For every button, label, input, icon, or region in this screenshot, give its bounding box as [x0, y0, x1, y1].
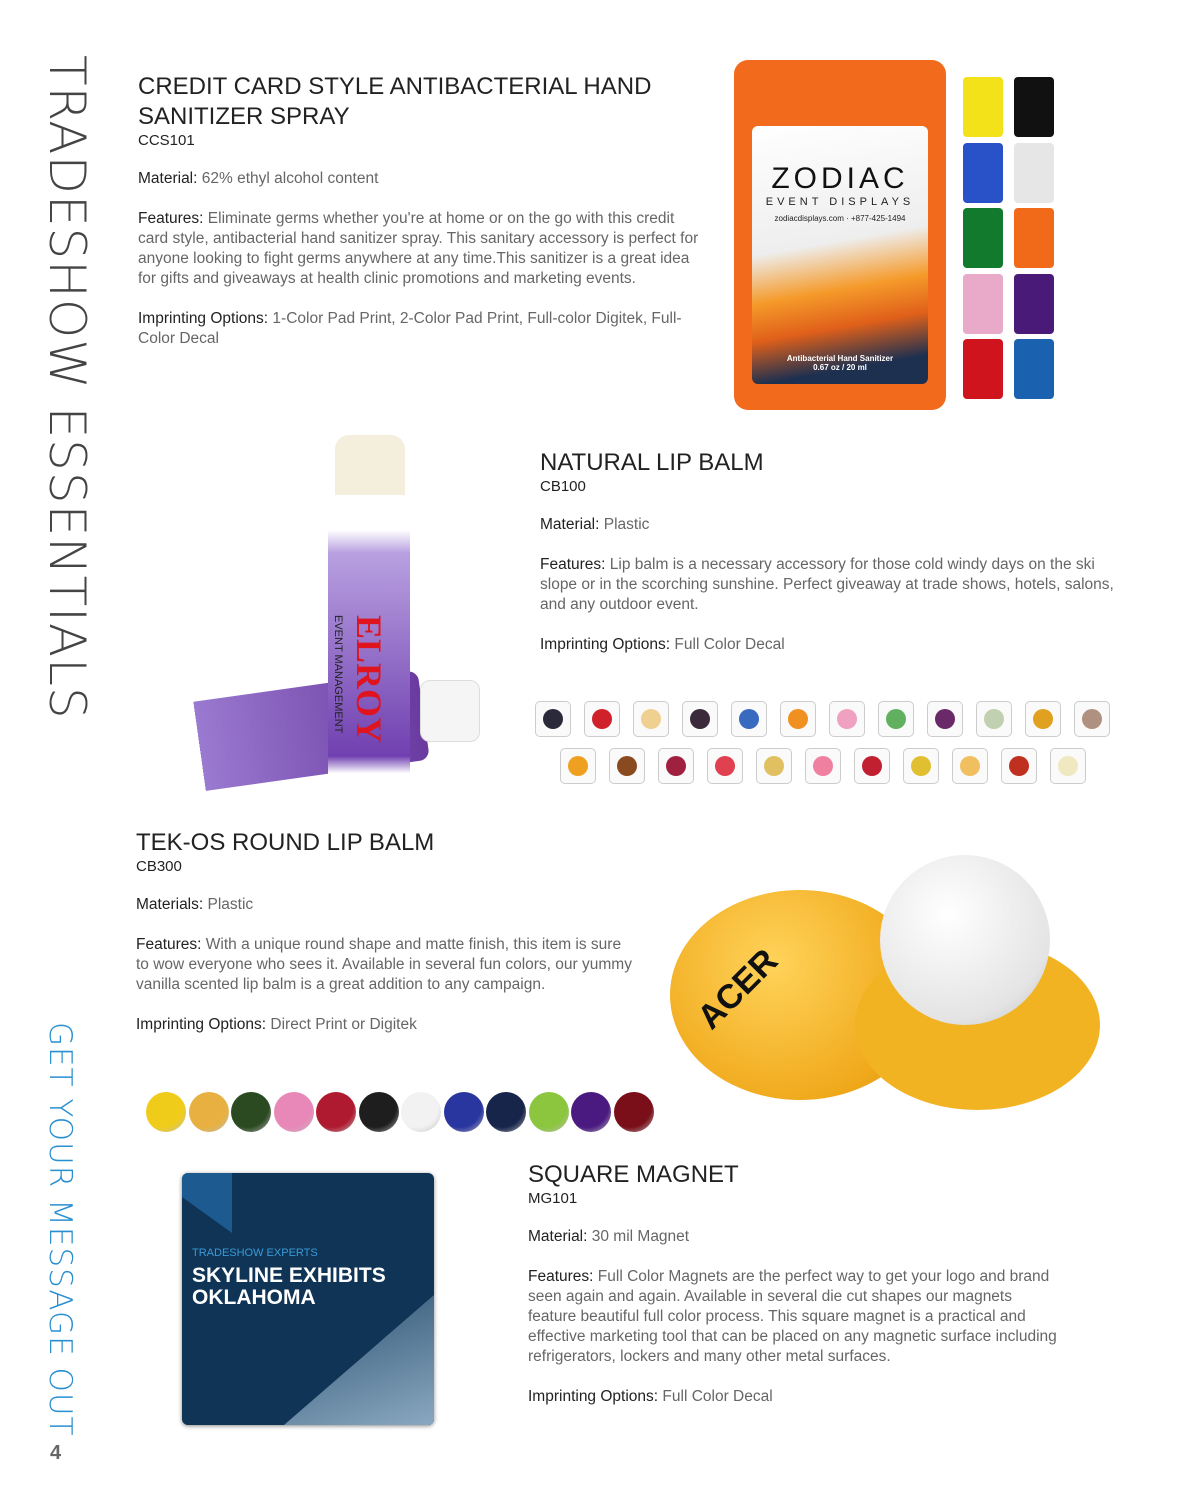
flavor-icon [829, 701, 865, 737]
color-swatch [963, 208, 1003, 268]
lip-balm-image [130, 435, 510, 790]
imprint-options: Full Color Decal [674, 636, 785, 653]
label: Material: [138, 170, 198, 187]
magnet-line2: OKLAHOMA [192, 1286, 316, 1309]
imprint-options: 1-Color Pad Print, 2-Color Pad Print, Full-color Digitek, Full-Color Decal [138, 310, 682, 347]
flavor-icon [658, 748, 694, 784]
label: Features: [528, 1268, 594, 1285]
material: Plastic [207, 896, 254, 913]
material: 30 mil Magnet [591, 1228, 690, 1245]
flavor-row [560, 748, 1099, 784]
product-title: SQUARE MAGNET [528, 1161, 739, 1188]
magnet-image [182, 1173, 434, 1425]
flavor-icon [1050, 748, 1086, 784]
color-swatch [1014, 274, 1054, 334]
flavor-icon [1074, 701, 1110, 737]
product-title: CREDIT CARD STYLE ANTIBACTERIAL HAND SANITIZER SPRAY [138, 73, 652, 130]
label: Imprinting Options: [138, 310, 269, 327]
logo-text: ELROY [349, 615, 389, 744]
label: Material: [540, 516, 600, 533]
label: Features: [138, 210, 204, 227]
label: Imprinting Options: [528, 1388, 659, 1405]
color-swatch [274, 1092, 314, 1132]
tagline: GET YOUR MESSAGE OUT [42, 1022, 78, 1437]
flavor-icon [805, 748, 841, 784]
material: Plastic [603, 516, 650, 533]
flavor-icon [878, 701, 914, 737]
color-swatch [571, 1092, 611, 1132]
color-swatch [963, 77, 1003, 137]
color-swatch [231, 1092, 271, 1132]
sanitizer-image [734, 60, 946, 410]
label: Imprinting Options: [136, 1016, 267, 1033]
flavor-icon [633, 701, 669, 737]
flavor-icon [903, 748, 939, 784]
logo-sub: EVENT MANAGEMENT [332, 615, 344, 734]
round-lip-balm-image [670, 850, 1100, 1110]
product-hand-sanitizer [138, 72, 708, 369]
color-swatch [963, 339, 1003, 399]
product-code: CCS101 [138, 132, 195, 149]
color-swatch [189, 1092, 229, 1132]
flavor-row [535, 701, 1123, 737]
imprint-options: Direct Print or Digitek [270, 1016, 417, 1033]
color-swatch [614, 1092, 654, 1132]
flavor-icon [1001, 748, 1037, 784]
flavor-icon [707, 748, 743, 784]
product-title: NATURAL LIP BALM [540, 449, 764, 476]
color-swatch [444, 1092, 484, 1132]
magnet-kicker: TRADESHOW EXPERTS [192, 1247, 318, 1259]
flavor-icon [560, 748, 596, 784]
flavor-icon [1025, 701, 1061, 737]
flavor-icon [682, 701, 718, 737]
label-text: Antibacterial Hand Sanitizer [786, 354, 894, 363]
flavor-icon [535, 701, 571, 737]
product-code: MG101 [528, 1190, 578, 1207]
product-square-magnet [528, 1160, 1058, 1427]
color-swatch [401, 1092, 441, 1132]
flavor-icon [609, 748, 645, 784]
color-swatch [486, 1092, 526, 1132]
logo-sub: EVENT DISPLAYS [765, 196, 915, 208]
page-number: 4 [50, 1442, 62, 1464]
product-round-lip-balm [136, 828, 636, 1055]
product-natural-lip-balm [540, 448, 1130, 675]
logo-text: ACER [690, 941, 786, 1037]
flavor-icon [756, 748, 792, 784]
label: Material: [528, 1228, 588, 1245]
color-swatch [529, 1092, 569, 1132]
section-title: TRADESHOW ESSENTIALS [38, 55, 96, 720]
label: Imprinting Options: [540, 636, 671, 653]
flavor-icon [976, 701, 1012, 737]
product-code: CB100 [540, 478, 586, 495]
flavor-icon [584, 701, 620, 737]
logo-text: ZODIAC [771, 162, 909, 195]
label: Features: [136, 936, 202, 953]
color-swatch [963, 143, 1003, 203]
color-swatch [1014, 208, 1054, 268]
label: Materials: [136, 896, 204, 913]
size-text: 0.67 oz / 20 ml [813, 363, 867, 372]
magnet-line1: SKYLINE EXHIBITS [192, 1264, 386, 1287]
round-lip-balm-color-options [146, 1092, 656, 1137]
features: Lip balm is a necessary accessory for those cold windy days on the ski slope or in the scorching sunshine. Perfect giveaway at trade shows, hotels, salons, and any outdoor event. [540, 556, 1114, 613]
flavor-icon [731, 701, 767, 737]
flavor-icon [854, 748, 890, 784]
flavor-icon [927, 701, 963, 737]
flavor-icon [952, 748, 988, 784]
color-swatch [963, 274, 1003, 334]
product-code: CB300 [136, 858, 182, 875]
color-swatch [316, 1092, 356, 1132]
features: Eliminate germs whether you're at home or on the go with this credit card style, antibacterial hand sanitizer spray. This sanitary accessory is perfect for anyone looking to fight germs anywhere at any time.This sanitizer is a great idea for gifts and giveaways at health clinic promotions and marketing events. [138, 210, 699, 287]
color-swatch [146, 1092, 186, 1132]
material: 62% ethyl alcohol content [201, 170, 379, 187]
label: Features: [540, 556, 606, 573]
color-swatch [1014, 77, 1054, 137]
features: Full Color Magnets are the perfect way to get your logo and brand seen again and again. Available in several die cut shapes our magnets feature beautiful full color process. This square magnet is a practical and effective marketing tool that can be placed on any magnetic surface including refrigerators, lockers and many other metal surfaces. [528, 1268, 1057, 1365]
color-swatch [1014, 143, 1054, 203]
product-title: TEK-OS ROUND LIP BALM [136, 829, 435, 856]
color-swatch [1014, 339, 1054, 399]
features: With a unique round shape and matte finish, this item is sure to wow everyone who sees it. Available in several fun colors, our yummy vanilla scented lip balm is a great addition to any campaign. [136, 936, 632, 993]
flavor-icon [780, 701, 816, 737]
contact: zodiacdisplays.com · +877-425-1494 [774, 214, 906, 223]
color-swatch [359, 1092, 399, 1132]
imprint-options: Full Color Decal [662, 1388, 773, 1405]
